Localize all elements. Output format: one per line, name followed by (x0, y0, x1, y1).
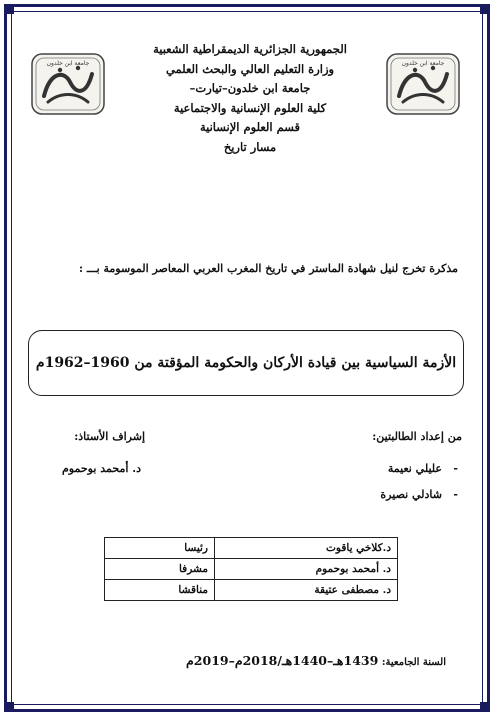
table-row (105, 538, 398, 559)
corner-ornament (4, 4, 14, 14)
jury-member-role: مناقشا (105, 580, 215, 601)
corner-ornament (480, 702, 490, 712)
header-faculty: كلية العلوم الإنسانية والاجتماعية (173, 100, 327, 115)
thesis-title-box (28, 330, 464, 396)
header-ministry: وزارة التعليم العالي والبحث العلمي (165, 61, 335, 76)
table-row (105, 559, 398, 580)
students-label: من إعداد الطالبتين: (372, 430, 462, 443)
table-row (105, 580, 398, 601)
jury-member-name: د. مصطفى عتيقة (215, 580, 398, 601)
jury-member-name: د. أمحمد بوحموم (215, 559, 398, 580)
supervisor-label: إشراف الأستاذ: (74, 430, 145, 443)
corner-ornament (480, 4, 490, 14)
supervisor-name: د. أمحمد بوحموم (62, 462, 141, 475)
bullet-dash: - (453, 462, 458, 475)
jury-member-role: مشرفا (105, 559, 215, 580)
header-country: الجمهورية الجزائرية الديمقراطية الشعبية (153, 42, 347, 56)
academic-year-value: 1439هـ–1440هـ/2018م–2019م (186, 653, 379, 668)
bullet-dash: - (453, 488, 458, 501)
corner-ornament (4, 702, 14, 712)
memo-subtitle: مذكرة تخرج لنيل شهادة الماستر في تاريخ المغرب العربي المعاصر الموسومة بـــ : (79, 262, 458, 275)
header-department: قسم العلوم الإنسانية (199, 120, 301, 134)
header-track: مسار تاريخ (223, 139, 277, 154)
academic-year-label: السنة الجامعية: (381, 657, 446, 668)
jury-table (104, 537, 398, 601)
jury-member-role: رئيسا (105, 538, 215, 559)
academic-year (186, 653, 446, 668)
university-logo-left (30, 52, 106, 116)
student-name: شادلي نصيرة (380, 488, 442, 501)
svg-text:جامعة ابن خلدون: جامعة ابن خلدون (46, 60, 90, 67)
student-name: عليلي نعيمة (387, 462, 442, 475)
institution-header (120, 40, 380, 157)
jury-member-name: د.كلاخي ياقوت (215, 538, 398, 559)
thesis-title: الأزمة السياسية بين قيادة الأركان والحكومة المؤقتة من 1960–1962م (35, 355, 457, 371)
university-logo-right (385, 52, 461, 116)
header-university: جامعة ابن خلدون–تيارت– (189, 81, 311, 95)
svg-text:جامعة ابن خلدون: جامعة ابن خلدون (401, 60, 445, 67)
